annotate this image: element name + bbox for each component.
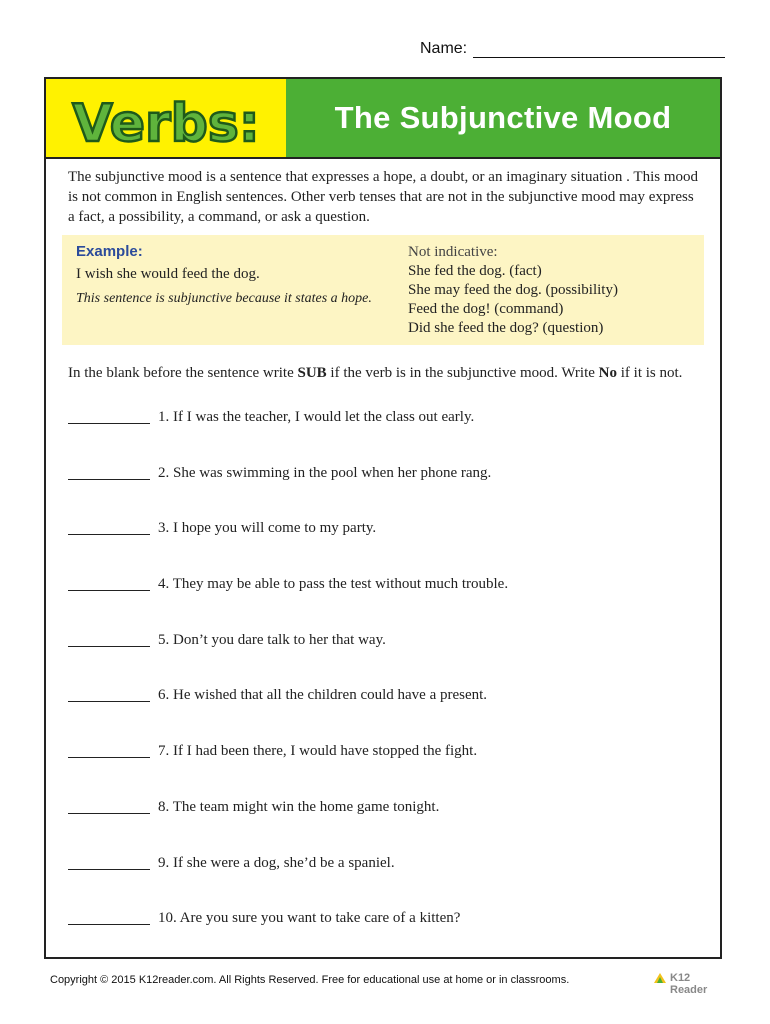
question-row: [68, 910, 708, 966]
name-label: Name:: [420, 40, 468, 57]
question-list: [68, 409, 708, 966]
question-text: 10. Are you sure you want to take care of a kitten?: [158, 910, 461, 927]
question-row: [68, 465, 708, 521]
example-label: Example:: [76, 243, 143, 260]
instruction-no: No: [598, 365, 618, 381]
answer-blank[interactable]: [68, 632, 150, 647]
example-note: This sentence is subjunctive because it states a hope.: [76, 291, 372, 306]
not-indicative-item: Did she feed the dog? (question): [408, 320, 604, 336]
name-blank-line[interactable]: [473, 43, 725, 58]
verbs-banner: [46, 79, 286, 157]
example-sentence: I wish she would feed the dog.: [76, 266, 260, 282]
worksheet-header: [46, 79, 720, 159]
question-row: [68, 632, 708, 688]
question-row: [68, 409, 708, 465]
not-indicative-item: She may feed the dog. (possibility): [408, 282, 618, 298]
not-indicative-item: Feed the dog! (command): [408, 301, 564, 317]
logo-text: K12 Reader: [670, 972, 708, 996]
title-banner: [286, 79, 720, 157]
question-text: 7. If I had been there, I would have stopped the fight.: [158, 743, 478, 760]
instruction-sub: SUB: [297, 365, 327, 381]
question-row: [68, 576, 708, 632]
question-text: 6. He wished that all the children could have a present.: [158, 687, 488, 704]
copyright-footer: Copyright © 2015 K12reader.com. All Rights Reserved. Free for educational use at home or in classrooms.: [50, 974, 570, 986]
leaf-icon: [652, 971, 668, 985]
question-text: 5. Don’t you dare talk to her that way.: [158, 631, 386, 648]
question-text: 3. I hope you will come to my party.: [158, 520, 377, 537]
instruction-part: if the verb is in the subjunctive mood. Write: [326, 365, 599, 381]
question-text: 2. She was swimming in the pool when her phone rang.: [158, 464, 492, 481]
answer-blank[interactable]: [68, 687, 150, 702]
instruction-part: if it is not.: [617, 365, 683, 381]
question-text: 1. If I was the teacher, I would let the class out early.: [158, 409, 475, 425]
answer-blank[interactable]: [68, 576, 150, 591]
question-row: [68, 520, 708, 576]
answer-blank[interactable]: [68, 799, 150, 814]
intro-paragraph: The subjunctive mood is a sentence that expresses a hope, a doubt, or an imaginary situation . This mood is not common in English sentences. Other verb tenses that are not in the subjunctive mood may express a fact, a possibility, a command, or ask a question.: [68, 169, 698, 225]
not-indicative-list: [408, 243, 698, 338]
question-row: [68, 799, 708, 855]
answer-blank[interactable]: [68, 743, 150, 758]
not-indicative-label: Not indicative:: [408, 244, 498, 260]
k12reader-logo: [652, 968, 727, 996]
instruction-part: In the blank before the sentence write: [68, 365, 298, 381]
question-row: [68, 687, 708, 743]
not-indicative-item: She fed the dog. (fact): [408, 263, 542, 279]
question-text: 9. If she were a dog, she’d be a spaniel.: [158, 854, 395, 871]
example-left: [76, 243, 376, 307]
answer-blank[interactable]: [68, 520, 150, 535]
verbs-logo: [46, 79, 286, 157]
example-box: [62, 235, 704, 345]
worksheet-frame: [44, 77, 722, 959]
question-text: 8. The team might win the home game tonight.: [158, 798, 440, 815]
instruction-text: [68, 365, 708, 382]
name-field: [420, 40, 725, 58]
answer-blank[interactable]: [68, 855, 150, 870]
answer-blank[interactable]: [68, 465, 150, 480]
question-row: [68, 855, 708, 911]
question-row: [68, 743, 708, 799]
verbs-logo-text: Verbs:: [72, 94, 260, 154]
answer-blank[interactable]: [68, 910, 150, 925]
answer-blank[interactable]: [68, 409, 150, 424]
page-title: The Subjunctive Mood: [334, 100, 672, 135]
question-text: 4. They may be able to pass the test without much trouble.: [158, 576, 509, 593]
